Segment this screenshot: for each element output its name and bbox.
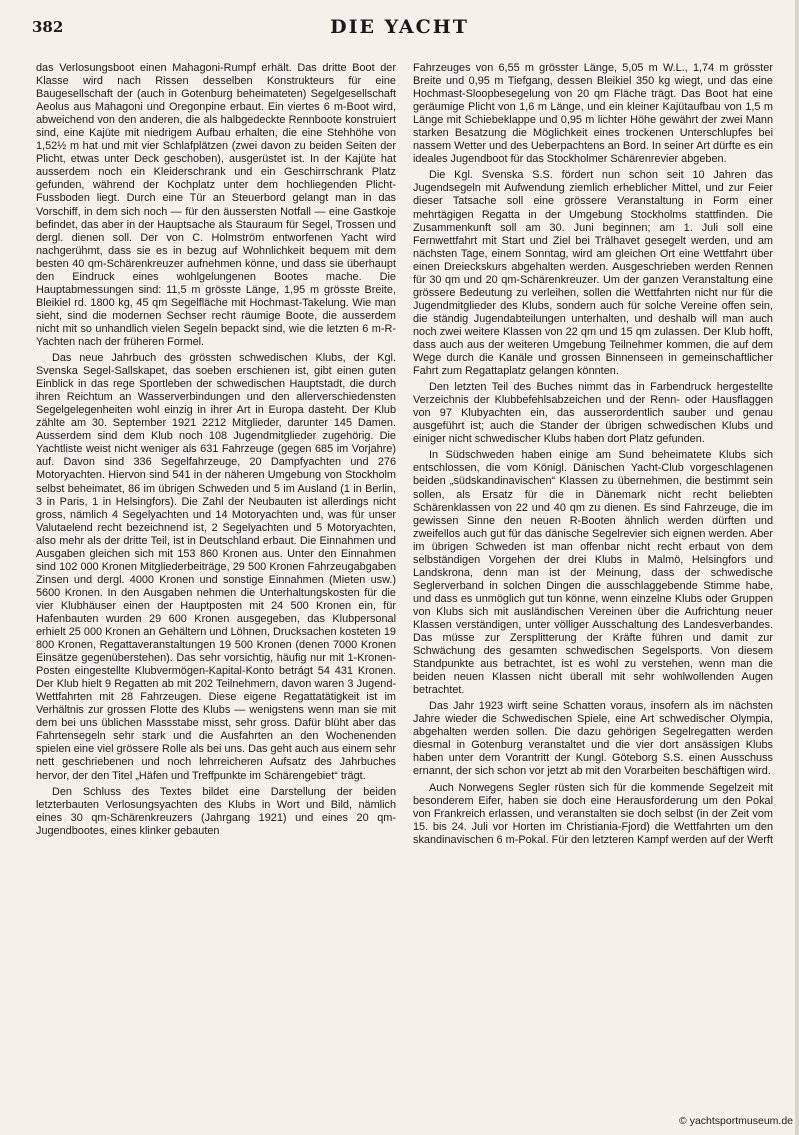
page-number: 382	[32, 18, 64, 36]
page-edge	[795, 0, 799, 1135]
paragraph: Fahrzeuges von 6,55 m grösster Länge, 5,05 m W.L., 1,74 m grösster Breite und 0,95 m Tiefgang, dessen Bleikiel 350 kg wiegt, und das eine Hochmast-Sloopbesegelung von 20 qm Fläche trägt. Das Boot hat eine geräumige Plicht von 1,6 m Länge, und ein kleiner Kajütaufbau von 1,5 m Länge mit Schiebeklappe und 0,95 m lichter Höhe gewährt der zwei Mann starken Besatzung die Möglichkeit eines trockenen Unterschlupfes bei nassem Wetter und des Ueberpachtens an Bord. In seiner Art dürfte es ein ideales Jugendboot für das Stockholmer Schärenrevier abgeben.	[413, 62, 773, 166]
journal-title: DIE YACHT	[330, 16, 469, 38]
paragraph: Das Jahr 1923 wirft seine Schatten voraus, insofern als im nächsten Jahre wieder die Schwedischen Spiele, eine Art schwedischer Olympia, abgehalten werden sollen. Die dazu gehörigen Segelregatten werden diesmal in Gotenburg veranstaltet und die vier dort ansässigen Klubs haben unter dem Vorantritt der Kungl. Göteborg S.S. einen Ausschuss ernannt, der sich schon vor jetzt ab mit den Vorarbeiten beschäftigen wird.	[413, 700, 773, 778]
paragraph: Auch Norwegens Segler rüsten sich für die kommende Segelzeit mit besonderem Eifer, haben sie doch eine Herausforderung um den Pokal von Frankreich erlassen, und veranstalten sie doch selbst (in der Zeit vom 15. bis 24. Juli vor Horten im Christiania-Fjord) die Wettfahrten um den skandinavischen 6 m-Pokal. Für den letzteren Kampf werden auf der Werft	[413, 781, 773, 846]
paragraph: das Verlosungsboot einen Mahagoni-Rumpf erhält. Das dritte Boot der Klasse wird nach Rissen desselben Konstrukteurs für eine Baugesellschaft der (auch in Gotenburg beheimateten) Segelgesellschaft Aeolus aus Mahagoni und Oregonpine erbaut. Ein viertes 6 m-Boot wird, abweichend von den anderen, die als halbgedeckte Rennboote konstruiert sind, eine Kajüte mit niedrigem Aufbau erhalten, die eine Stehhöhe von 1,52½ m hat und mit vier Schlafplätzen (zwei davon zu beiden Seiten der Plicht, etwas unter Deck geschoben), ausgerüstet ist. In der Kajüte hat ausserdem noch ein Kleiderschrank und ein Geschirrschrank Platz gefunden, während der Kochplatz unter dem hochliegenden Plicht-Fussboden liegt. Durch eine Tür an Steuerbord gelangt man in das Vorschiff, in dem sich noch — für den äussersten Notfall — eine Gastkoje befindet, das aber in der Hauptsache als Stauraum für Segel, Trossen und dergl. dienen soll. Der von C. Holmström entworfenen Yacht wird nachgerühmt, dass sie es in bezug auf Wohnlichkeit bequem mit dem besten 40 qm-Schärenkreuzer aufnehmen könne, und dass sie überhaupt den Eindruck eines wohlgelungenen Bootes mache. Die Hauptabmessungen sind: 11,5 m grösste Länge, 1,95 m grösste Breite, Bleikiel rd. 1800 kg, 45 qm Segelfläche mit Hochmast-Takelung. Wie man sieht, sind die modernen Sechser recht räumige Boote, die ausserdem nicht mit so unhandlich vielen Segeln bepackt sind, wie die letzten 6 m-R-Yachten nach der früheren Formel.	[36, 62, 396, 348]
paragraph: Den letzten Teil des Buches nimmt das in Farbendruck hergestellte Verzeichnis der Klubbefehlsabzeichen und der Renn- oder Hausflaggen von 97 Klubyachten ein, das ausserordentlich sauber und genau ausgeführt ist; auch die Stander der übrigen schwedischen Klubs und einiger nicht schwedischer Klubs haben dort Platz gefunden.	[413, 381, 773, 446]
right-column	[413, 62, 773, 850]
paragraph: Die Kgl. Svenska S.S. fördert nun schon seit 10 Jahren das Jugendsegeln mit Aufwendung ziemlich erheblicher Mittel, und zur Feier dieser Tatsache soll eine grössere Veranstaltung in Form einer mehrtägigen Regatta in der Umgebung Stockholms stattfinden. Die Zusammenkunft soll am 30. Juni beginnen; am 1. Juli soll eine Fernwettfahrt mit Start und Ziel bei Trälhavet gesegelt werden, und am nächsten Tage, einem Sonntag, wird am gleichen Ort eine Wettfahrt über einen Dreieckskurs abgehalten werden. Ausgeschrieben werden Rennen für 30 qm und 20 qm-Schärenkreuzer. Um der ganzen Veranstaltung eine grössere Bedeutung zu verleihen, sollen die Wettfahrten nicht nur für die Jugendmitglieder des Klubs, sondern auch für solche Vereine offen sein, die ständig Jugendabteilungen unterhalten, und deshalb will man auch noch zwei weitere Klassen von 22 qm und 15 qm zulassen. Der Klub hofft, dass auch aus der weiteren Umgebung Teilnehmer kommen, die auf dem Wege durch die Kanäle und grossen Binnenseen in gemeinschaftlicher Fahrt zum Regattaplatz gelangen könnten.	[413, 169, 773, 378]
left-column	[36, 62, 396, 841]
paragraph: Das neue Jahrbuch des grössten schwedischen Klubs, der Kgl. Svenska Segel-Sallskapet, das soeben erschienen ist, gibt einen guten Einblick in das rege Sportleben der schwedischen Hauptstadt, die durch ihren Reichtum an Wasserverbindungen und den allerverschiedensten Segelgelegenheiten wohl einzig in ihrer Art in Europa dasteht. Der Klub zählte am 30. September 1921 2212 Mitglieder, darunter 145 Damen. Ausserdem sind dem Klub noch 108 Jugendmitglieder zugehörig. Die Yachtliste weist nicht weniger als 631 Fahrzeuge (gegen 685 im Vorjahre) auf. Davon sind 336 Segelfahrzeuge, 20 Dampfyachten und 276 Motoryachten. Hiervon sind 541 in der näheren Umgebung von Stockholm selbst beheimatet, 86 im übrigen Schweden und 5 im Ausland (1 in Berlin, 3 in Paris, 1 in Helsingfors). Die Zahl der Neubauten ist allerdings nicht gross, nämlich 4 Segelyachten und 14 Motoryachten und, was für unser Valutaelend recht bezeichnend ist, 2 Segelyachten und 5 Motoryachten, also mehr als der dritte Teil, ist in Deutschland erbaut. Die Einnahmen und Ausgaben gleichen sich mit 153 860 Kronen aus. Unter den Einnahmen sind 102 000 Kronen Mitgliederbeiträge, 29 500 Kronen Fahrzeugabgaben Zinsen und dergl. 4000 Kronen und sonstige Einnahmen (Mieten usw.) 5600 Kronen. In den Ausgaben nehmen die Unterhaltungskosten für die vier Klubhäuser einen der Hauptposten mit 24 500 Kronen ein, für Hafenbauten wurden 29 600 Kronen ausgegeben, das Klubpersonal erhielt 25 000 Kronen an Gehältern und Löhnen, Drucksachen kosteten 19 800 Kronen, Regattaveranstaltungen 19 500 Kronen (denen 7000 Kronen Einsätze gegenüberstehen). Das sehr vorsichtig, häufig nur mit 1-Kronen-Posten eingestellte Klubvermögen-Kapital-Konto betrágt 54 431 Kronen. Der Klub hielt 9 Regatten ab mit 202 Teilnehmern, davon waren 3 Jugend-Wettfahrten mit 28 Fahrzeugen. Diese eigene Regattatätigkeit ist im Verhältnis zur grossen Flotte des Klubs — wenigstens wenn man sie mit dem bei uns üblichen Massstabe misst, sehr gross. Dafür blüht aber das Fahrtensegeln sehr stark und die Ausfahrten an den Wochenenden spielen eine viel grössere Rolle als bei uns. Das geht auch aus einem sehr nett geschriebenen und noch lehrreicheren Aufsatz des Jahrbuches hervor, der den Titel „Häfen und Treffpunkte im Schärengebiet“ trägt.	[36, 352, 396, 782]
page-header	[30, 18, 769, 44]
paragraph: In Südschweden haben einige am Sund beheimatete Klubs sich entschlossen, die vom Königl. Dänischen Yacht-Club vorgeschlagenen beiden „südskandinavischen“ Klassen zu übernehmen, die bestimmt sein sollen, als Ersatz für die in Dänemark nicht recht beliebten Schärenklassen von 22 und 40 qm zu dienen. Es sind Fahrzeuge, die im gewissen Sinne den neuen R-Booten ähnlich werden dürften und zweifellos auch gut für das dänische Segelrevier sich eignen werden. Aber im übrigen Schweden ist man offenbar nicht recht erbaut von dem selbständigen Vorgehen der drei Klubs in Malmö, Helsingfors und Landskrona, denn man ist der Meinung, dass der schwedische Seglerverband in solchen Dingen die ausschlaggebende Stimme habe, und dass es unmöglich gut tun könne, wenn einzelne Klubs oder Gruppen von Klubs sich mit ausländischen Vereinen über die Aufrichtung neuer Klassen verständigen, unter völliger Ausschaltung des Landesverbandes. Das müsse zur Zersplitterung der Kräfte führen und damit zur Schwächung des gesamten schwedischen Segelsports. Von diesem Standpunkte aus betrachtet, ist es wohl zu verstehen, wenn man die beiden neuen Klassen nicht überall mit sehr wohlwollenden Augen betrachtet.	[413, 449, 773, 697]
paragraph: Den Schluss des Textes bildet eine Darstellung der beiden letzterbauten Verlosungsyachten des Klubs in Wort und Bild, nämlich eines 30 qm-Schärenkreuzers (Jahrgang 1921) und eines 20 qm-Jugendbootes, eines klinker gebauten	[36, 785, 396, 837]
watermark: © yachtsportmuseum.de	[679, 1115, 793, 1127]
